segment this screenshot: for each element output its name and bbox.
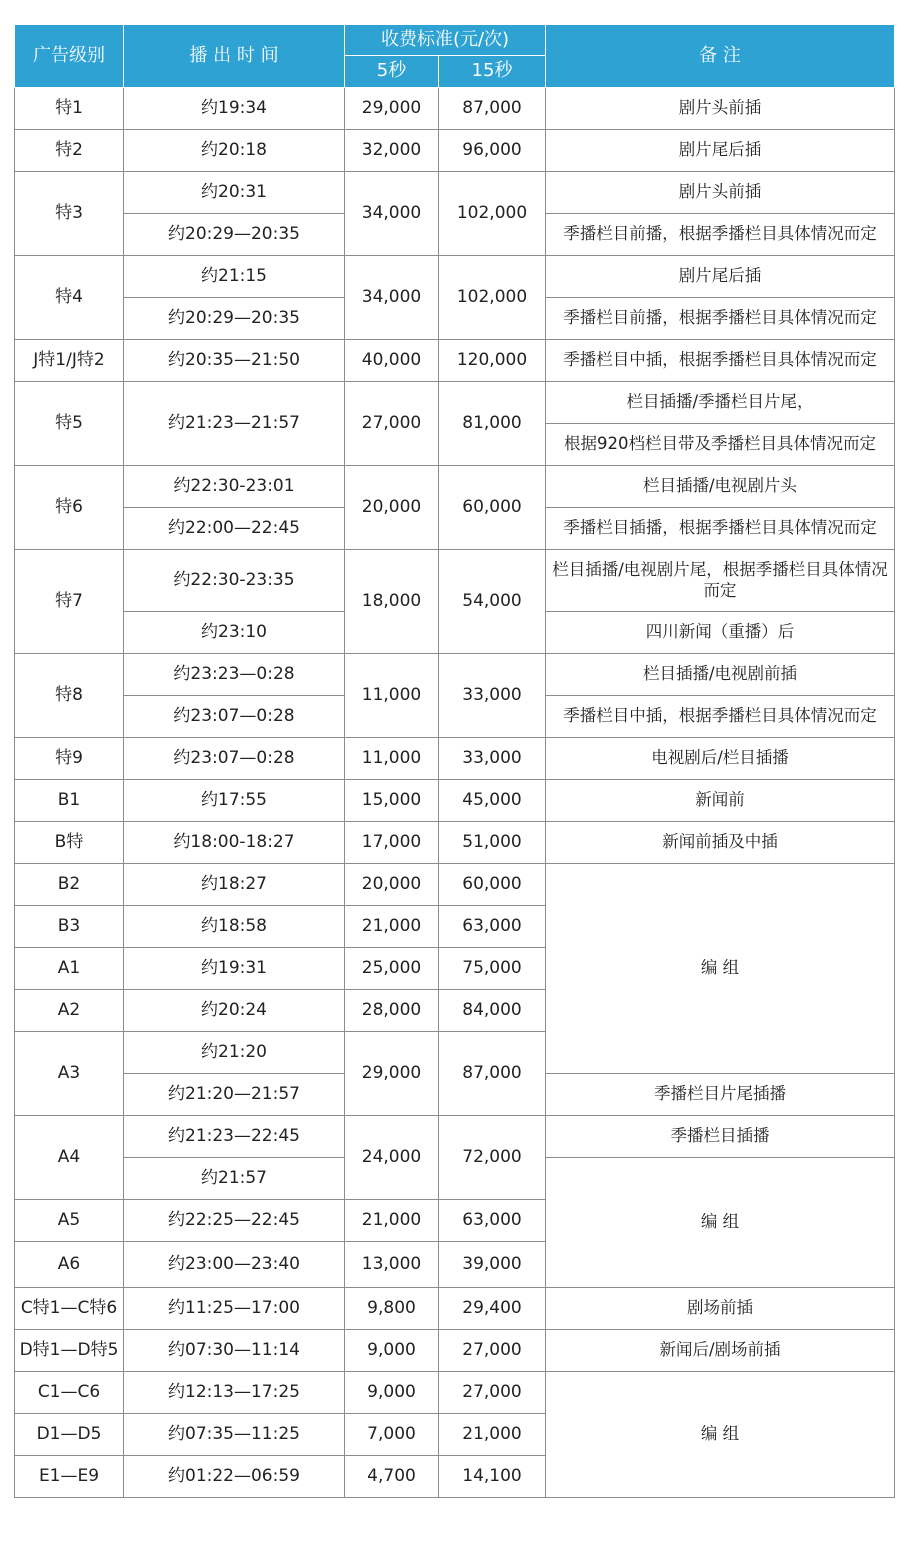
price-15s-cell: 33,000 [439, 738, 546, 780]
time-cell: 约20:29—20:35 [124, 214, 345, 256]
level-cell: 特7 [15, 550, 124, 654]
level-cell: 特5 [15, 382, 124, 466]
time-cell: 约01:22—06:59 [124, 1456, 345, 1498]
price-15s-cell: 102,000 [439, 172, 546, 256]
level-cell: B3 [15, 906, 124, 948]
price-5s-cell: 34,000 [345, 172, 439, 256]
table-row [15, 382, 895, 424]
level-cell: 特4 [15, 256, 124, 340]
level-cell: 特3 [15, 172, 124, 256]
note-cell: 季播栏目中插，根据季播栏目具体情况而定 [546, 340, 895, 382]
time-cell: 约20:31 [124, 172, 345, 214]
price-15s-cell: 84,000 [439, 990, 546, 1032]
price-15s-cell: 27,000 [439, 1372, 546, 1414]
note-cell: 季播栏目前播，根据季播栏目具体情况而定 [546, 298, 895, 340]
price-5s-cell: 28,000 [345, 990, 439, 1032]
level-cell: A4 [15, 1116, 124, 1200]
table-row [15, 822, 895, 864]
level-cell: B特 [15, 822, 124, 864]
level-cell: 特6 [15, 466, 124, 550]
note-cell: 栏目插播/季播栏目片尾， [546, 382, 895, 424]
level-cell: 特1 [15, 88, 124, 130]
price-15s-cell: 33,000 [439, 654, 546, 738]
price-5s-cell: 11,000 [345, 654, 439, 738]
time-cell: 约23:07—0:28 [124, 696, 345, 738]
note-cell-group: 编 组 [546, 1372, 895, 1498]
table-row [15, 1116, 895, 1158]
header-note: 备 注 [546, 25, 895, 88]
table-row [15, 1330, 895, 1372]
price-15s-cell: 51,000 [439, 822, 546, 864]
level-cell: J特1/J特2 [15, 340, 124, 382]
price-15s-cell: 63,000 [439, 1200, 546, 1242]
time-cell: 约07:30—11:14 [124, 1330, 345, 1372]
price-15s-cell: 39,000 [439, 1242, 546, 1288]
header-row [15, 25, 895, 56]
price-15s-cell: 60,000 [439, 466, 546, 550]
note-cell: 剧片尾后插 [546, 256, 895, 298]
time-cell: 约21:23—21:57 [124, 382, 345, 466]
time-cell: 约20:35—21:50 [124, 340, 345, 382]
price-5s-cell: 9,000 [345, 1330, 439, 1372]
price-5s-cell: 21,000 [345, 1200, 439, 1242]
note-cell: 电视剧后/栏目插播 [546, 738, 895, 780]
note-cell: 季播栏目插播，根据季播栏目具体情况而定 [546, 508, 895, 550]
time-cell: 约22:25—22:45 [124, 1200, 345, 1242]
time-cell: 约12:13—17:25 [124, 1372, 345, 1414]
note-cell: 新闻后/剧场前插 [546, 1330, 895, 1372]
level-cell: A5 [15, 1200, 124, 1242]
note-cell: 季播栏目中插，根据季播栏目具体情况而定 [546, 696, 895, 738]
price-15s-cell: 45,000 [439, 780, 546, 822]
price-15s-cell: 102,000 [439, 256, 546, 340]
note-cell-group: 编 组 [546, 1158, 895, 1288]
header-time: 播 出 时 间 [124, 25, 345, 88]
table-row [15, 738, 895, 780]
price-5s-cell: 29,000 [345, 88, 439, 130]
time-cell: 约20:29—20:35 [124, 298, 345, 340]
table-row [15, 466, 895, 508]
rate-card-table [14, 24, 895, 1498]
note-cell: 季播栏目前播，根据季播栏目具体情况而定 [546, 214, 895, 256]
price-5s-cell: 20,000 [345, 466, 439, 550]
price-15s-cell: 87,000 [439, 88, 546, 130]
table-row [15, 88, 895, 130]
note-cell: 剧场前插 [546, 1288, 895, 1330]
note-cell: 栏目插播/电视剧前插 [546, 654, 895, 696]
level-cell: D1—D5 [15, 1414, 124, 1456]
price-15s-cell: 75,000 [439, 948, 546, 990]
level-cell: E1—E9 [15, 1456, 124, 1498]
note-cell: 剧片头前插 [546, 172, 895, 214]
note-cell: 栏目插播/电视剧片头 [546, 466, 895, 508]
level-cell: B2 [15, 864, 124, 906]
header-5s: 5秒 [345, 56, 439, 88]
price-15s-cell: 21,000 [439, 1414, 546, 1456]
time-cell: 约23:07—0:28 [124, 738, 345, 780]
table-row [15, 130, 895, 172]
price-15s-cell: 54,000 [439, 550, 546, 654]
price-15s-cell: 81,000 [439, 382, 546, 466]
table-row [15, 654, 895, 696]
table-row [15, 780, 895, 822]
price-5s-cell: 27,000 [345, 382, 439, 466]
level-cell: C1—C6 [15, 1372, 124, 1414]
header-15s: 15秒 [439, 56, 546, 88]
price-5s-cell: 17,000 [345, 822, 439, 864]
note-cell: 剧片头前插 [546, 88, 895, 130]
note-cell: 四川新闻（重播）后 [546, 612, 895, 654]
table-row [15, 864, 895, 906]
price-5s-cell: 20,000 [345, 864, 439, 906]
time-cell: 约21:20 [124, 1032, 345, 1074]
table-row [15, 256, 895, 298]
table-row [15, 550, 895, 612]
level-cell: A1 [15, 948, 124, 990]
table-row [15, 340, 895, 382]
price-5s-cell: 21,000 [345, 906, 439, 948]
note-cell: 新闻前 [546, 780, 895, 822]
level-cell: 特9 [15, 738, 124, 780]
price-5s-cell: 9,800 [345, 1288, 439, 1330]
time-cell: 约18:00-18:27 [124, 822, 345, 864]
time-cell: 约19:34 [124, 88, 345, 130]
time-cell: 约19:31 [124, 948, 345, 990]
time-cell: 约20:18 [124, 130, 345, 172]
level-cell: A3 [15, 1032, 124, 1116]
price-5s-cell: 9,000 [345, 1372, 439, 1414]
time-cell: 约11:25—17:00 [124, 1288, 345, 1330]
price-15s-cell: 87,000 [439, 1032, 546, 1116]
price-5s-cell: 40,000 [345, 340, 439, 382]
price-5s-cell: 7,000 [345, 1414, 439, 1456]
level-cell: D特1—D特5 [15, 1330, 124, 1372]
note-cell-group: 编 组 [546, 864, 895, 1074]
price-5s-cell: 25,000 [345, 948, 439, 990]
time-cell: 约18:27 [124, 864, 345, 906]
level-cell: 特8 [15, 654, 124, 738]
price-5s-cell: 29,000 [345, 1032, 439, 1116]
price-15s-cell: 60,000 [439, 864, 546, 906]
table-row [15, 1288, 895, 1330]
price-5s-cell: 11,000 [345, 738, 439, 780]
price-15s-cell: 14,100 [439, 1456, 546, 1498]
time-cell: 约21:57 [124, 1158, 345, 1200]
note-cell: 季播栏目片尾插播 [546, 1074, 895, 1116]
time-cell: 约21:23—22:45 [124, 1116, 345, 1158]
price-15s-cell: 120,000 [439, 340, 546, 382]
price-5s-cell: 18,000 [345, 550, 439, 654]
note-cell: 剧片尾后插 [546, 130, 895, 172]
time-cell: 约22:00—22:45 [124, 508, 345, 550]
note-cell: 新闻前插及中插 [546, 822, 895, 864]
note-cell: 栏目插播/电视剧片尾，根据季播栏目具体情况而定 [546, 550, 895, 612]
level-cell: C特1—C特6 [15, 1288, 124, 1330]
price-5s-cell: 15,000 [345, 780, 439, 822]
price-5s-cell: 34,000 [345, 256, 439, 340]
price-15s-cell: 27,000 [439, 1330, 546, 1372]
price-5s-cell: 32,000 [345, 130, 439, 172]
time-cell: 约23:00—23:40 [124, 1242, 345, 1288]
table-row [15, 1372, 895, 1414]
table-row [15, 172, 895, 214]
time-cell: 约07:35—11:25 [124, 1414, 345, 1456]
price-15s-cell: 96,000 [439, 130, 546, 172]
time-cell: 约20:24 [124, 990, 345, 1032]
price-15s-cell: 72,000 [439, 1116, 546, 1200]
header-level: 广告级别 [15, 25, 124, 88]
header-fee: 收费标准(元/次) [345, 25, 546, 56]
time-cell: 约22:30-23:35 [124, 550, 345, 612]
level-cell: A2 [15, 990, 124, 1032]
time-cell: 约21:20—21:57 [124, 1074, 345, 1116]
level-cell: 特2 [15, 130, 124, 172]
price-5s-cell: 4,700 [345, 1456, 439, 1498]
note-cell: 根据920档栏目带及季播栏目具体情况而定 [546, 424, 895, 466]
time-cell: 约18:58 [124, 906, 345, 948]
time-cell: 约23:23—0:28 [124, 654, 345, 696]
price-5s-cell: 24,000 [345, 1116, 439, 1200]
time-cell: 约22:30-23:01 [124, 466, 345, 508]
price-15s-cell: 29,400 [439, 1288, 546, 1330]
level-cell: A6 [15, 1242, 124, 1288]
price-15s-cell: 63,000 [439, 906, 546, 948]
note-cell: 季播栏目插播 [546, 1116, 895, 1158]
time-cell: 约21:15 [124, 256, 345, 298]
time-cell: 约17:55 [124, 780, 345, 822]
level-cell: B1 [15, 780, 124, 822]
time-cell: 约23:10 [124, 612, 345, 654]
price-5s-cell: 13,000 [345, 1242, 439, 1288]
